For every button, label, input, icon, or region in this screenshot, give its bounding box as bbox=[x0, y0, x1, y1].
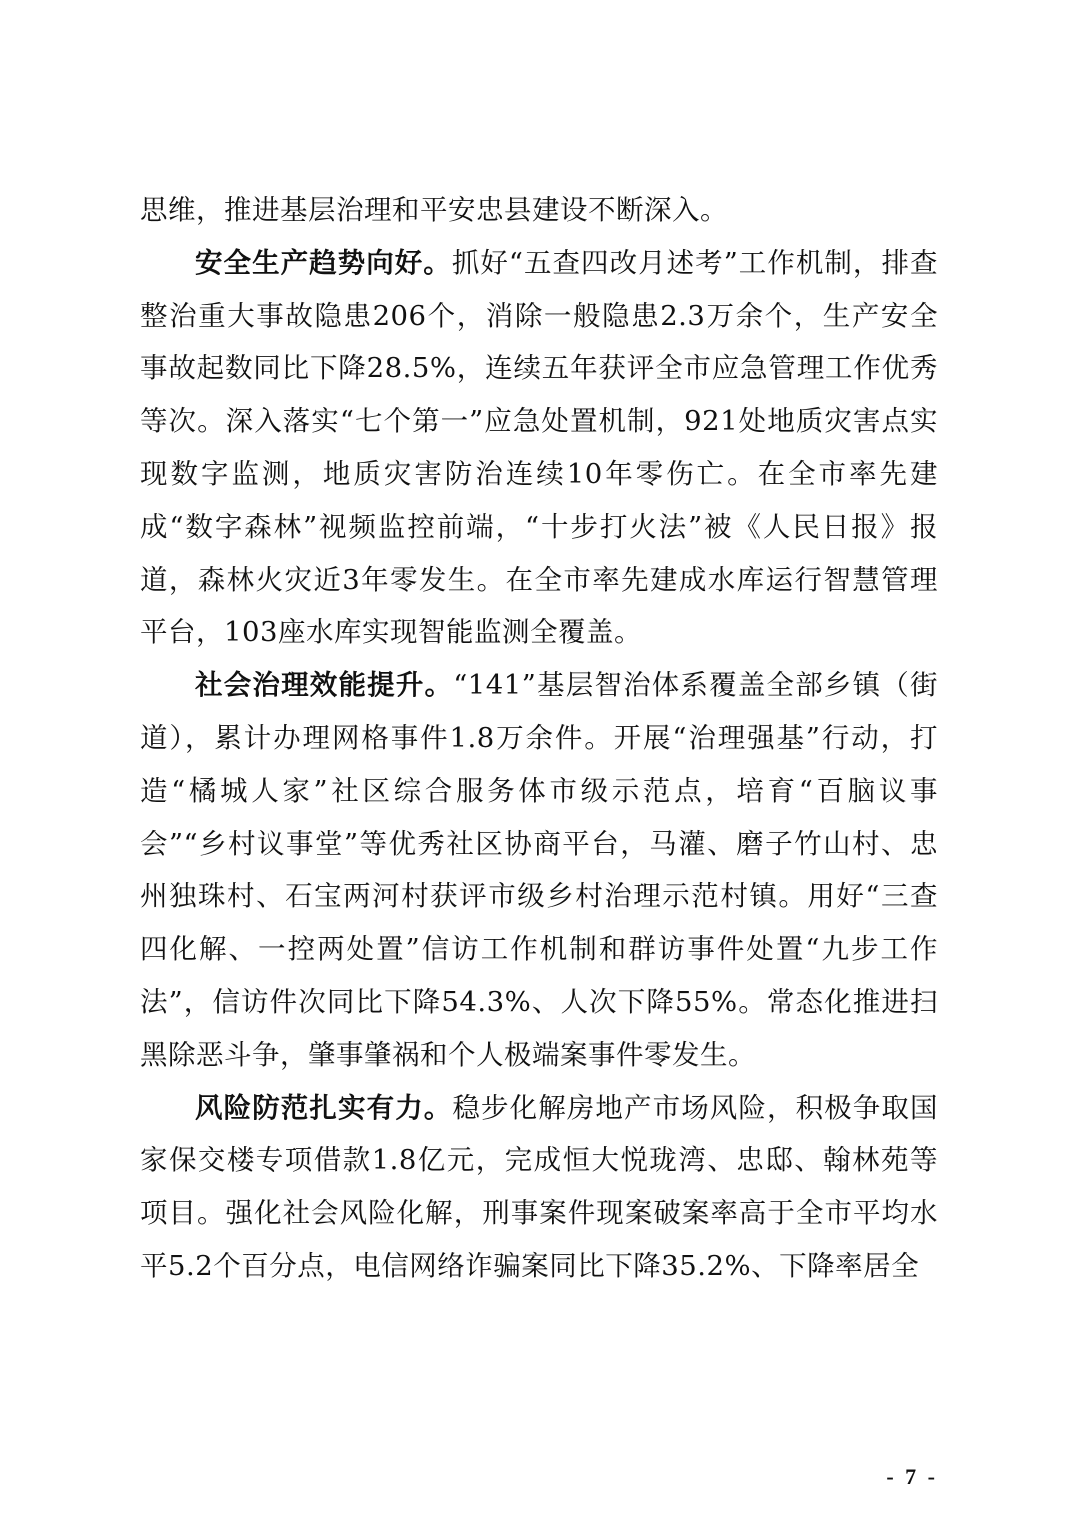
continuation-paragraph: 思维，推进基层治理和平安忠县建设不断深入。 bbox=[140, 194, 728, 226]
section-paragraph-risk bbox=[140, 1082, 938, 1293]
section-body-governance: “141”基层智治体系覆盖全部乡镇（街道），累计办理网格事件1.8万余件。开展“治理强基”行动，打造“橘城人家”社区综合服务体市级示范点，培育“百脑议事会”“乡村议事堂”等优秀社区协商平台，马灌、磨子竹山村、忠州独珠村、石宝两河村获评市级乡村治理示范村镇。用好“三查四化解、一控两处置”信访工作机制和群访事件处置“九步工作法”，信访件次同比下降54.3%、人次下降55%。常态化推进扫黑除恶斗争，肇事肇祸和个人极端案事件零发生。 bbox=[140, 669, 938, 1071]
section-body-risk: 稳步化解房地产市场风险，积极争取国家保交楼专项借款1.8亿元，完成恒大悦珑湾、忠邸、翰林苑等项目。强化社会风险化解，刑事案件现案破案率高于全市平均水平5.2个百分点，电信网络诈骗案同比下降35.2%、下降率居全 bbox=[140, 1091, 939, 1282]
document-page bbox=[140, 184, 938, 1293]
section-heading-risk: 风险防范扎实有力。 bbox=[195, 1091, 453, 1124]
section-heading-governance: 社会治理效能提升。 bbox=[195, 669, 454, 702]
section-paragraph-governance bbox=[140, 659, 938, 1081]
section-paragraph-safety bbox=[140, 237, 938, 659]
section-heading-safety: 安全生产趋势向好。 bbox=[195, 246, 452, 279]
section-body-safety: 抓好“五查四改月述考”工作机制，排查整治重大事故隐患206个，消除一般隐患2.3万余个，生产安全事故起数同比下降28.5%，连续五年获评全市应急管理工作优秀等次。深入落实“七个第一”应急处置机制，921处地质灾害点实现数字监测，地质灾害防治连续10年零伤亡。在全市率先建成“数字森林”视频监控前端，“十步打火法”被《人民日报》报道，森林火灾近3年零发生。在全市率先建成水库运行智慧管理平台，103座水库实现智能监测全覆盖。 bbox=[140, 246, 939, 649]
page-number: - 7 - bbox=[886, 1464, 938, 1489]
